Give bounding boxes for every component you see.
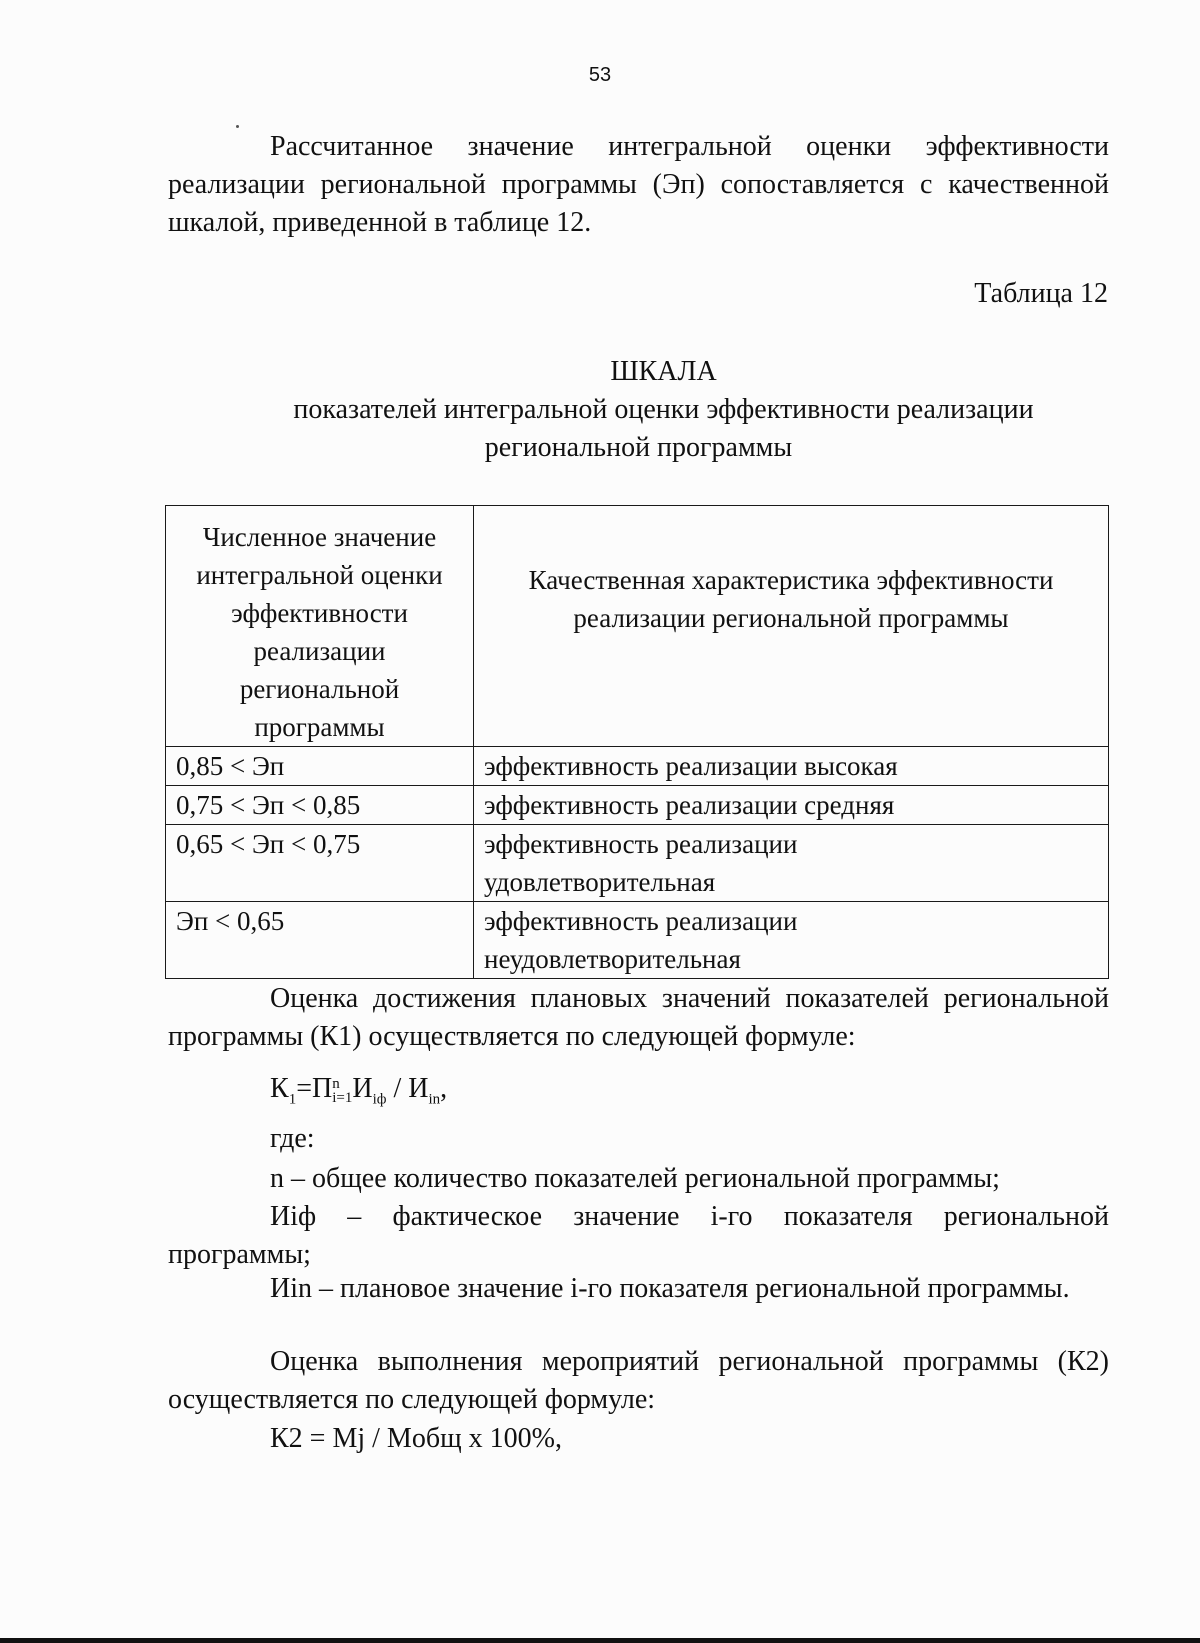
formula-symbol: =П	[296, 1073, 333, 1104]
k1-paragraph: Оценка достижения плановых значений показателей региональной программы (К1) осуществляется по следующей формуле:	[168, 983, 1109, 1052]
row-value-cell: 0,85 < Эп	[166, 747, 474, 786]
formula-symbol: К	[270, 1073, 289, 1104]
header-col1-line: Численное значение	[202, 522, 437, 552]
formula-symbol: ,	[440, 1073, 448, 1104]
table-subtitle-line-2: региональной программы	[484, 432, 793, 463]
page-number: 53	[588, 64, 612, 86]
formula-symbol: И	[352, 1073, 373, 1104]
where-label: где:	[270, 1123, 315, 1154]
formula-symbol: И	[408, 1073, 429, 1104]
row-value-cell: 0,65 < Эп < 0,75	[166, 825, 474, 902]
table-row	[166, 786, 1109, 825]
row-description-line: эффективность реализации высокая	[484, 751, 898, 781]
k1-formula	[270, 1070, 447, 1108]
table-row	[166, 902, 1109, 979]
formula-subscript: i=1	[332, 1089, 353, 1106]
header-col1-line: интегральной оценки	[196, 560, 443, 590]
table-row	[166, 747, 1109, 786]
row-description-cell	[474, 786, 1109, 825]
table-row	[166, 825, 1109, 902]
formula-subscript: 1	[288, 1091, 297, 1108]
row-description-line: эффективность реализации	[484, 829, 798, 859]
row-description-cell	[474, 825, 1109, 902]
scale-table	[165, 505, 1109, 979]
formula-superscript: n	[332, 1075, 340, 1092]
formula-subscript: iф	[372, 1091, 387, 1108]
header-col2-line: реализации региональной программы	[573, 602, 1009, 633]
formula-subscript: in	[428, 1091, 441, 1108]
row-description-line: удовлетворительная	[484, 867, 716, 897]
header-cell-description	[474, 506, 1109, 747]
row-description-line: эффективность реализации средняя	[484, 790, 895, 820]
header-col1-line: реализации	[253, 636, 386, 666]
table-header-row	[166, 506, 1109, 747]
formula-symbol: /	[386, 1073, 409, 1104]
row-description-cell	[474, 747, 1109, 786]
row-description-line: неудовлетворительная	[484, 944, 741, 974]
header-col2-line: Качественная характеристика эффективности	[528, 564, 1054, 595]
header-col1-line: программы	[254, 712, 385, 742]
table-title-block	[168, 353, 1109, 467]
definition-n: n – общее количество показателей региональной программы;	[270, 1163, 1000, 1194]
definition-in: Иin – плановое значение i-го показателя региональной программы.	[270, 1273, 1070, 1304]
scan-bottom-edge	[0, 1638, 1200, 1643]
row-value-cell: 0,75 < Эп < 0,85	[166, 786, 474, 825]
definition-if: Иiф – фактическое значение i-го показателя региональной программы;	[168, 1201, 1109, 1270]
k2-paragraph: Оценка выполнения мероприятий региональной программы (К2) осуществляется по следующей формуле:	[168, 1346, 1109, 1415]
row-value-cell: Эп < 0,65	[166, 902, 474, 979]
row-description-line: эффективность реализации	[484, 906, 798, 936]
table-subtitle-line-1: показателей интегральной оценки эффективности реализации	[293, 394, 1034, 425]
table-title: ШКАЛА	[610, 356, 717, 387]
intro-paragraph: Рассчитанное значение интегральной оценки эффективности реализации региональной программы (Эп) сопоставляется с качественной шкалой, приведенной в таблице 12.	[168, 131, 1109, 238]
k2-formula: К2 = Mj / Mобщ x 100%,	[270, 1423, 562, 1454]
header-col1-line: региональной	[239, 674, 400, 704]
table-label: Таблица 12	[974, 278, 1108, 309]
header-cell-value	[166, 506, 474, 747]
row-description-cell	[474, 902, 1109, 979]
header-col1-line: эффективности	[231, 598, 408, 628]
